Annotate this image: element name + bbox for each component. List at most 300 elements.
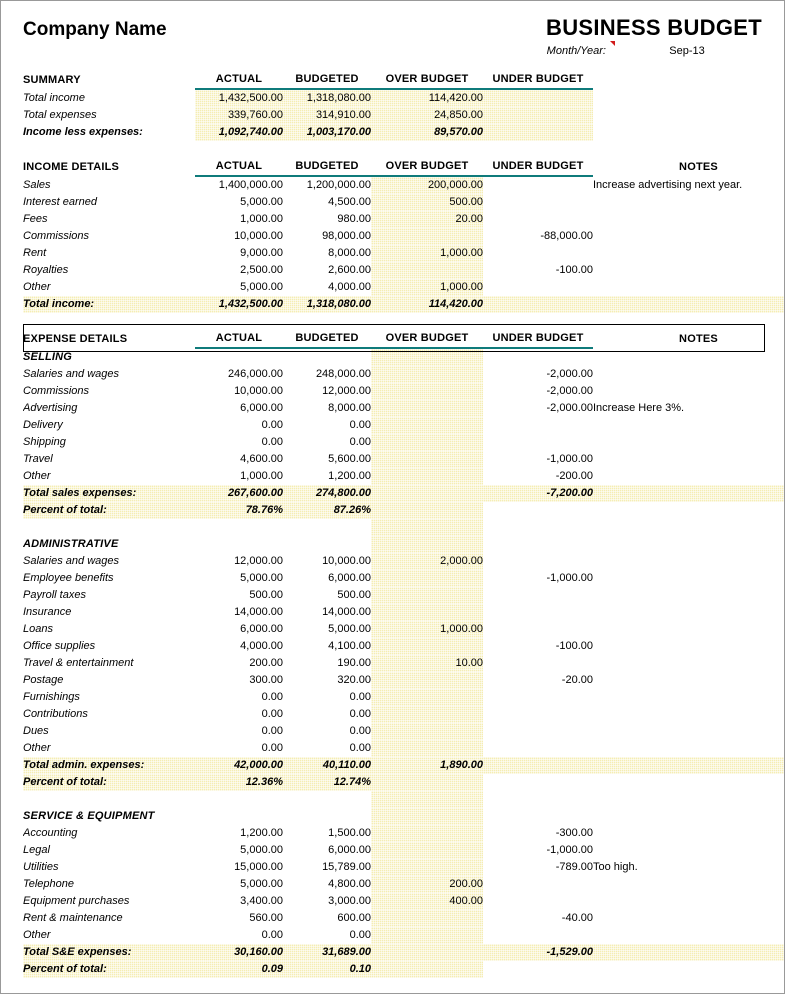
cell-budgeted[interactable]: 0.00 bbox=[349, 708, 371, 720]
row-label: Office supplies bbox=[23, 640, 96, 652]
cell-budgeted[interactable]: 248,000.00 bbox=[315, 368, 371, 380]
cell-budgeted[interactable]: 15,789.00 bbox=[322, 861, 371, 873]
cell-under bbox=[483, 774, 593, 791]
cell-budgeted: 31,689.00 bbox=[283, 944, 371, 961]
cell-budgeted[interactable]: 4,100.00 bbox=[328, 640, 371, 652]
cell-actual: 42,000.00 bbox=[195, 757, 283, 774]
cell-under bbox=[483, 245, 593, 262]
cell-notes[interactable] bbox=[593, 638, 785, 655]
row-label: Interest earned bbox=[23, 196, 97, 208]
cell-over: 10.00 bbox=[371, 655, 483, 672]
table-row bbox=[23, 604, 785, 621]
cell-notes[interactable] bbox=[593, 740, 785, 757]
cell-over bbox=[371, 434, 483, 451]
cell-actual: 78.76% bbox=[195, 502, 283, 519]
row-label: Salaries and wages bbox=[23, 368, 120, 380]
row-label: Other bbox=[23, 281, 51, 293]
cell-over bbox=[371, 502, 483, 519]
cell-notes[interactable] bbox=[593, 417, 785, 434]
row-label: Percent of total: bbox=[23, 502, 195, 519]
cell-over bbox=[371, 468, 483, 485]
cell-under bbox=[483, 279, 593, 296]
cell-over bbox=[371, 383, 483, 400]
cell-notes bbox=[593, 124, 785, 141]
cell-under bbox=[483, 757, 593, 774]
cell-actual[interactable]: 0.00 bbox=[261, 436, 283, 448]
cell-notes[interactable] bbox=[593, 262, 785, 279]
cell-notes[interactable] bbox=[593, 194, 785, 211]
row-label: Royalties bbox=[23, 264, 69, 276]
cell-budgeted[interactable]: 500.00 bbox=[337, 589, 371, 601]
cell-over bbox=[371, 808, 483, 825]
cell-under: -2,000.00 bbox=[546, 385, 593, 397]
cell-under bbox=[483, 740, 593, 757]
cell-budgeted[interactable]: 3,000.00 bbox=[328, 895, 371, 907]
row-label: Other bbox=[23, 929, 51, 941]
cell-over bbox=[371, 228, 483, 245]
col-over-budget: OVER BUDGET bbox=[371, 330, 483, 348]
cell-budgeted[interactable]: 0.00 bbox=[349, 742, 371, 754]
selling-title: SELLING bbox=[23, 351, 73, 363]
cell-budgeted[interactable]: 5,000.00 bbox=[328, 623, 371, 635]
table-row bbox=[23, 211, 785, 228]
cell-actual[interactable]: 0.00 bbox=[261, 691, 283, 703]
cell-actual[interactable]: 1,200.00 bbox=[240, 827, 283, 839]
table-row bbox=[23, 194, 785, 211]
cell-actual[interactable]: 300.00 bbox=[249, 674, 283, 686]
cell-under: -1,529.00 bbox=[483, 944, 593, 961]
cell-under bbox=[483, 194, 593, 211]
table-row bbox=[23, 587, 785, 604]
cell-actual[interactable]: 0.00 bbox=[261, 419, 283, 431]
cell-notes bbox=[593, 961, 785, 978]
table-row bbox=[23, 689, 785, 706]
table-row bbox=[23, 638, 785, 655]
row-label: Rent & maintenance bbox=[23, 912, 123, 924]
administrative-title: ADMINISTRATIVE bbox=[23, 538, 119, 550]
cell-under bbox=[483, 296, 593, 313]
cell-under: -1,000.00 bbox=[546, 844, 593, 856]
row-label: Equipment purchases bbox=[23, 895, 130, 907]
col-actual: ACTUAL bbox=[195, 71, 283, 89]
cell-actual[interactable]: 0.00 bbox=[261, 725, 283, 737]
month-year-label: Month/Year: bbox=[546, 45, 606, 57]
cell-actual[interactable]: 3,400.00 bbox=[240, 895, 283, 907]
company-name: Company Name bbox=[23, 19, 167, 40]
cell-notes bbox=[593, 757, 785, 774]
cell-budgeted[interactable]: 8,000.00 bbox=[328, 402, 371, 414]
cell-budgeted[interactable]: 1,200.00 bbox=[328, 470, 371, 482]
cell-actual: 1,432,500.00 bbox=[195, 296, 283, 313]
cell-over bbox=[371, 723, 483, 740]
cell-actual[interactable]: 0.00 bbox=[261, 742, 283, 754]
cell-notes[interactable] bbox=[593, 383, 785, 400]
cell-notes bbox=[593, 89, 785, 107]
cell-budgeted[interactable]: 4,000.00 bbox=[328, 281, 371, 293]
cell-over bbox=[371, 604, 483, 621]
spacer-row bbox=[23, 313, 785, 330]
cell-under: -20.00 bbox=[561, 674, 593, 686]
cell-actual[interactable]: 5,000.00 bbox=[240, 281, 283, 293]
table-row bbox=[23, 434, 785, 451]
cell-under: -200.00 bbox=[555, 470, 593, 482]
cell-under bbox=[483, 434, 593, 451]
table-row bbox=[23, 468, 785, 485]
cell-over bbox=[371, 961, 483, 978]
spacer-row bbox=[23, 141, 785, 158]
col-budgeted: BUDGETED bbox=[283, 330, 371, 348]
cell-actual[interactable]: 4,600.00 bbox=[240, 453, 283, 465]
cell-budgeted[interactable]: 6,000.00 bbox=[328, 572, 371, 584]
table-row bbox=[23, 961, 785, 978]
cell-notes bbox=[593, 296, 785, 313]
cell-under: -1,000.00 bbox=[546, 572, 593, 584]
row-label: Employee benefits bbox=[23, 572, 114, 584]
row-label: Commissions bbox=[23, 230, 90, 242]
cell-budgeted[interactable]: 5,600.00 bbox=[328, 453, 371, 465]
row-label: Percent of total: bbox=[23, 961, 195, 978]
row-label: Percent of total: bbox=[23, 774, 195, 791]
month-year-row bbox=[546, 45, 762, 57]
cell-notes[interactable] bbox=[593, 672, 785, 689]
row-label: Loans bbox=[23, 623, 53, 635]
cell-budgeted[interactable]: 2,600.00 bbox=[328, 264, 371, 276]
cell-actual[interactable]: 200.00 bbox=[249, 657, 283, 669]
cell-over bbox=[371, 638, 483, 655]
table-row bbox=[23, 279, 785, 296]
cell-under bbox=[483, 553, 593, 570]
cell-over: 2,000.00 bbox=[371, 553, 483, 570]
table-row bbox=[23, 723, 785, 740]
cell-actual[interactable]: 1,000.00 bbox=[240, 213, 283, 225]
cell-notes[interactable] bbox=[593, 434, 785, 451]
row-label: Total income bbox=[23, 92, 85, 104]
col-budgeted: BUDGETED bbox=[283, 71, 371, 89]
cell-actual[interactable]: 5,000.00 bbox=[240, 878, 283, 890]
cell-over bbox=[371, 740, 483, 757]
cell-budgeted[interactable]: 0.00 bbox=[349, 725, 371, 737]
cell-under bbox=[483, 417, 593, 434]
table-row bbox=[23, 502, 785, 519]
row-label: Salaries and wages bbox=[23, 555, 120, 567]
cell-notes[interactable] bbox=[593, 842, 785, 859]
cell-budgeted[interactable]: 190.00 bbox=[337, 657, 371, 669]
cell-over: 114,420.00 bbox=[371, 296, 483, 313]
row-label: Sales bbox=[23, 179, 51, 191]
cell-notes[interactable]: Increase advertising next year. bbox=[593, 179, 743, 191]
cell-notes[interactable] bbox=[593, 910, 785, 927]
cell-notes[interactable] bbox=[593, 893, 785, 910]
cell-over: 89,570.00 bbox=[371, 124, 483, 141]
cell-actual[interactable]: 9,000.00 bbox=[240, 247, 283, 259]
cell-budgeted[interactable]: 1,318,080.00 bbox=[283, 89, 371, 107]
cell-budgeted[interactable]: 0.00 bbox=[349, 929, 371, 941]
table-row bbox=[23, 859, 785, 876]
cell-notes[interactable] bbox=[593, 553, 785, 570]
col-budgeted: BUDGETED bbox=[283, 158, 371, 176]
cell-notes[interactable] bbox=[593, 927, 785, 944]
cell-actual[interactable]: 14,000.00 bbox=[234, 606, 283, 618]
row-label: Payroll taxes bbox=[23, 589, 86, 601]
row-label: Furnishings bbox=[23, 691, 80, 703]
table-row bbox=[23, 621, 785, 638]
row-label: Postage bbox=[23, 674, 64, 686]
row-label: Advertising bbox=[23, 402, 78, 414]
cell-notes[interactable] bbox=[593, 228, 785, 245]
row-label: Total admin. expenses: bbox=[23, 757, 195, 774]
row-label: Fees bbox=[23, 213, 48, 225]
col-actual: ACTUAL bbox=[195, 158, 283, 176]
cell-budgeted[interactable]: 4,500.00 bbox=[328, 196, 371, 208]
cell-actual[interactable]: 12,000.00 bbox=[234, 555, 283, 567]
row-label: Total income: bbox=[23, 296, 195, 313]
cell-under bbox=[483, 723, 593, 740]
table-row bbox=[23, 296, 785, 313]
cell-budgeted: 0.10 bbox=[283, 961, 371, 978]
cell-actual[interactable]: 1,432,500.00 bbox=[195, 89, 283, 107]
table-row bbox=[23, 570, 785, 587]
table-row bbox=[23, 876, 785, 893]
cell-over bbox=[371, 451, 483, 468]
row-label: Other bbox=[23, 470, 51, 482]
row-label: Accounting bbox=[23, 827, 78, 839]
income-header-row bbox=[23, 158, 785, 176]
cell-over bbox=[371, 262, 483, 279]
document-header bbox=[23, 15, 762, 71]
table-row bbox=[23, 400, 785, 417]
cell-budgeted[interactable]: 320.00 bbox=[337, 674, 371, 686]
month-year-value[interactable]: Sep-13 bbox=[669, 45, 705, 57]
cell-budgeted[interactable]: 0.00 bbox=[349, 419, 371, 431]
expense-header-box-wrap bbox=[23, 330, 762, 978]
cell-notes[interactable] bbox=[593, 570, 785, 587]
cell-over bbox=[371, 842, 483, 859]
col-under-budget: UNDER BUDGET bbox=[483, 71, 593, 89]
cell-over: 1,890.00 bbox=[371, 757, 483, 774]
table-row bbox=[23, 757, 785, 774]
cell-notes bbox=[593, 944, 785, 961]
cell-budgeted[interactable]: 98,000.00 bbox=[322, 230, 371, 242]
cell-notes[interactable] bbox=[593, 451, 785, 468]
cell-over bbox=[371, 400, 483, 417]
cell-actual[interactable]: 339,760.00 bbox=[195, 107, 283, 124]
row-label: Income less expenses: bbox=[23, 126, 143, 138]
cell-over: 500.00 bbox=[371, 194, 483, 211]
table-row bbox=[23, 672, 785, 689]
cell-under bbox=[483, 961, 593, 978]
cell-over bbox=[371, 417, 483, 434]
table-row bbox=[23, 842, 785, 859]
cell-actual[interactable]: 4,000.00 bbox=[240, 640, 283, 652]
cell-actual[interactable]: 0.00 bbox=[261, 708, 283, 720]
cell-budgeted: 1,003,170.00 bbox=[283, 124, 371, 141]
cell-over bbox=[371, 536, 483, 553]
row-label: Telephone bbox=[23, 878, 74, 890]
cell-actual[interactable]: 1,400,000.00 bbox=[218, 179, 283, 191]
table-row bbox=[23, 417, 785, 434]
cell-under bbox=[483, 655, 593, 672]
cell-notes[interactable] bbox=[593, 621, 785, 638]
cell-under bbox=[483, 706, 593, 723]
cell-budgeted: 12.74% bbox=[283, 774, 371, 791]
cell-over bbox=[371, 927, 483, 944]
table-row bbox=[23, 176, 785, 194]
cell-notes bbox=[593, 107, 785, 124]
row-label: Travel bbox=[23, 453, 53, 465]
table-row bbox=[23, 245, 785, 262]
cell-notes[interactable]: Too high. bbox=[593, 861, 638, 873]
cell-budgeted: 1,318,080.00 bbox=[283, 296, 371, 313]
cell-actual: 12.36% bbox=[195, 774, 283, 791]
cell-under bbox=[483, 689, 593, 706]
cell-notes[interactable] bbox=[593, 211, 785, 228]
cell-under: -789.00 bbox=[555, 861, 593, 873]
income-details-table bbox=[23, 158, 785, 330]
cell-notes[interactable] bbox=[593, 604, 785, 621]
expense-details-table bbox=[23, 330, 785, 978]
table-row bbox=[23, 107, 785, 124]
cell-actual[interactable]: 15,000.00 bbox=[234, 861, 283, 873]
cell-notes[interactable] bbox=[593, 587, 785, 604]
cell-under: -1,000.00 bbox=[546, 453, 593, 465]
row-label: Total expenses bbox=[23, 109, 97, 121]
section-subhead-row bbox=[23, 536, 785, 553]
cell-actual[interactable]: 5,000.00 bbox=[240, 572, 283, 584]
cell-notes[interactable] bbox=[593, 366, 785, 383]
cell-under bbox=[483, 89, 593, 107]
cell-under: -100.00 bbox=[555, 640, 593, 652]
cell-over: 24,850.00 bbox=[371, 107, 483, 124]
cell-notes[interactable] bbox=[593, 245, 785, 262]
cell-actual: 1,092,740.00 bbox=[195, 124, 283, 141]
row-label: Legal bbox=[23, 844, 50, 856]
row-label: Insurance bbox=[23, 606, 72, 618]
cell-actual[interactable]: 246,000.00 bbox=[227, 368, 283, 380]
cell-over bbox=[371, 944, 483, 961]
cell-over: 1,000.00 bbox=[371, 621, 483, 638]
col-actual: ACTUAL bbox=[195, 330, 283, 348]
title-block bbox=[546, 15, 762, 57]
cell-actual[interactable]: 560.00 bbox=[249, 912, 283, 924]
cell-budgeted[interactable]: 8,000.00 bbox=[328, 247, 371, 259]
cell-budgeted[interactable]: 14,000.00 bbox=[322, 606, 371, 618]
cell-notes[interactable] bbox=[593, 723, 785, 740]
cell-actual[interactable]: 5,000.00 bbox=[240, 196, 283, 208]
cell-budgeted[interactable]: 1,200,000.00 bbox=[306, 179, 371, 191]
service-equipment-title: SERVICE & EQUIPMENT bbox=[23, 810, 155, 822]
cell-budgeted[interactable]: 0.00 bbox=[349, 436, 371, 448]
expense-details-title: EXPENSE DETAILS bbox=[23, 333, 128, 345]
cell-under bbox=[483, 211, 593, 228]
cell-budgeted[interactable]: 10,000.00 bbox=[322, 555, 371, 567]
cell-notes[interactable] bbox=[593, 876, 785, 893]
col-notes: NOTES bbox=[679, 333, 718, 345]
cell-over bbox=[371, 366, 483, 383]
cell-over bbox=[371, 570, 483, 587]
expense-header-row bbox=[23, 330, 785, 348]
cell-actual[interactable]: 1,000.00 bbox=[240, 470, 283, 482]
cell-actual: 267,600.00 bbox=[195, 485, 283, 502]
cell-over bbox=[371, 910, 483, 927]
cell-over bbox=[371, 689, 483, 706]
cell-budgeted[interactable]: 600.00 bbox=[337, 912, 371, 924]
col-notes: NOTES bbox=[679, 161, 718, 173]
row-label: Commissions bbox=[23, 385, 90, 397]
table-row bbox=[23, 485, 785, 502]
table-row bbox=[23, 825, 785, 842]
cell-notes[interactable] bbox=[593, 279, 785, 296]
row-label: Contributions bbox=[23, 708, 88, 720]
cell-notes[interactable] bbox=[593, 468, 785, 485]
summary-title: SUMMARY bbox=[23, 74, 81, 86]
cell-over: 114,420.00 bbox=[371, 89, 483, 107]
cell-budgeted[interactable]: 314,910.00 bbox=[283, 107, 371, 124]
cell-over: 1,000.00 bbox=[371, 245, 483, 262]
cell-budgeted[interactable]: 12,000.00 bbox=[322, 385, 371, 397]
cell-actual[interactable]: 5,000.00 bbox=[240, 844, 283, 856]
cell-actual[interactable]: 0.00 bbox=[261, 929, 283, 941]
cell-notes[interactable]: Increase Here 3%. bbox=[593, 402, 685, 414]
cell-over: 1,000.00 bbox=[371, 279, 483, 296]
section-subhead-row bbox=[23, 348, 785, 366]
cell-budgeted[interactable]: 0.00 bbox=[349, 691, 371, 703]
cell-budgeted[interactable]: 1,500.00 bbox=[328, 827, 371, 839]
cell-notes[interactable] bbox=[593, 689, 785, 706]
table-row bbox=[23, 124, 785, 141]
table-row bbox=[23, 383, 785, 400]
cell-notes bbox=[593, 485, 785, 502]
cell-actual[interactable]: 10,000.00 bbox=[234, 385, 283, 397]
cell-budgeted: 87.26% bbox=[283, 502, 371, 519]
cell-under: -7,200.00 bbox=[483, 485, 593, 502]
col-over-budget: OVER BUDGET bbox=[371, 158, 483, 176]
cell-over: 20.00 bbox=[371, 211, 483, 228]
cell-over: 200,000.00 bbox=[371, 176, 483, 194]
row-label: Utilities bbox=[23, 861, 59, 873]
cell-notes[interactable] bbox=[593, 655, 785, 672]
cell-under: -2,000.00 bbox=[546, 402, 593, 414]
cell-actual: 30,160.00 bbox=[195, 944, 283, 961]
cell-budgeted[interactable]: 4,800.00 bbox=[328, 878, 371, 890]
cell-actual[interactable]: 6,000.00 bbox=[240, 623, 283, 635]
row-label: Rent bbox=[23, 247, 47, 259]
summary-table bbox=[23, 71, 785, 158]
cell-notes[interactable] bbox=[593, 706, 785, 723]
table-row bbox=[23, 774, 785, 791]
cell-under bbox=[483, 927, 593, 944]
cell-over bbox=[371, 706, 483, 723]
cell-notes bbox=[593, 774, 785, 791]
table-row bbox=[23, 655, 785, 672]
cell-budgeted[interactable]: 980.00 bbox=[337, 213, 371, 225]
cell-actual[interactable]: 2,500.00 bbox=[240, 264, 283, 276]
table-row bbox=[23, 262, 785, 279]
cell-actual[interactable]: 10,000.00 bbox=[234, 230, 283, 242]
table-row bbox=[23, 366, 785, 383]
cell-under bbox=[483, 502, 593, 519]
cell-over bbox=[371, 825, 483, 842]
cell-over bbox=[371, 587, 483, 604]
cell-budgeted: 274,800.00 bbox=[283, 485, 371, 502]
cell-actual[interactable]: 500.00 bbox=[249, 589, 283, 601]
cell-budgeted[interactable]: 6,000.00 bbox=[328, 844, 371, 856]
col-over-budget: OVER BUDGET bbox=[371, 71, 483, 89]
cell-over bbox=[371, 348, 483, 366]
table-row bbox=[23, 706, 785, 723]
cell-actual[interactable]: 6,000.00 bbox=[240, 402, 283, 414]
cell-notes[interactable] bbox=[593, 825, 785, 842]
col-spacer bbox=[593, 71, 785, 89]
